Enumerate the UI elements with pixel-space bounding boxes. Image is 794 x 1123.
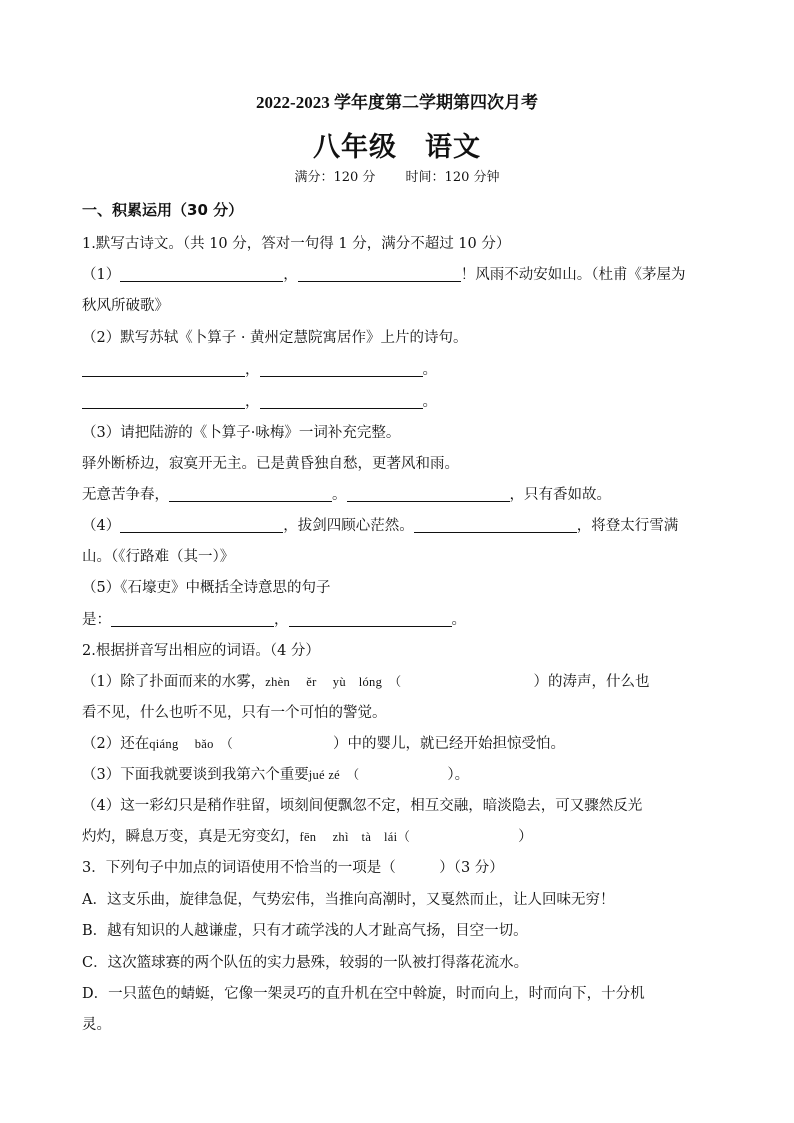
q2-stem: 2.根据拼音写出相应的词语。（4 分） <box>82 643 320 659</box>
answer-blank[interactable] <box>347 485 510 502</box>
q2-item2-text: （2）还在 <box>82 736 150 752</box>
q3-option-d-cont: 灵。 <box>82 1017 111 1033</box>
q1-part4-cont: 山。（《行路难（其一）》 <box>82 549 235 565</box>
exam-info: 满分：120 分 时间：120 分钟 <box>294 170 500 185</box>
pinyin: jué zé （ <box>308 768 360 782</box>
q2-item1-text: ）的涛声，什么也 <box>533 674 650 690</box>
punct: 。 <box>422 362 437 378</box>
q1-part4-label: （4） <box>82 518 121 534</box>
answer-blank[interactable] <box>120 516 283 533</box>
q2-item4-cont <box>82 827 533 847</box>
exam-title: 2022-2023 学年度第二学期第四次月考 <box>256 93 538 112</box>
answer-blank[interactable] <box>82 360 245 377</box>
q2-item1-text: （1）除了扑面而来的水雾， <box>82 674 266 690</box>
q2-item3-text: （3）下面我就要谈到我第六个重要 <box>82 767 309 783</box>
q3-option-c: C．这次篮球赛的两个队伍的实力悬殊，较弱的一队被打得落花流水。 <box>82 955 529 971</box>
q1-stem: 1.默写古诗文。（共 10 分，答对一句得 1 分，满分不超过 10 分） <box>82 236 511 252</box>
answer-blank[interactable] <box>260 392 423 409</box>
poem-text: 无意苦争春， <box>82 487 169 503</box>
q3-option-d: D．一只蓝色的蜻蜓，它像一架灵巧的直升机在空中斡旋，时而向上，时而向下，十分机 <box>82 986 645 1002</box>
q1-part1 <box>82 265 685 285</box>
q2-item3-text: ）。 <box>447 767 470 783</box>
pinyin: qiáng bǎo （ <box>149 737 234 751</box>
q2-item1 <box>82 672 649 692</box>
q2-item2-text: ）中的婴儿，就已经开始担惊受怕。 <box>333 736 566 752</box>
answer-blank[interactable] <box>298 265 461 282</box>
answer-blank[interactable] <box>169 485 332 502</box>
q1-part1-cont: 秋风所破歌》 <box>82 298 169 314</box>
q1-part2-stem: （2）默写苏轼《卜算子 · 黄州定慧院寓居作》上片的诗句。 <box>82 330 468 346</box>
pinyin: fēn zhì tà lái（ <box>299 830 411 844</box>
q2-item4: （4）这一彩幻只是稍作驻留，顷刻间便飘忽不定，相互交融，暗淡隐去，可又骤然反光 <box>82 798 643 814</box>
answer-blank[interactable] <box>82 392 245 409</box>
pinyin: zhèn ěr yù lóng （ <box>265 675 402 689</box>
q1-part1-text: ！风雨不动安如山。（杜甫《茅屋为 <box>460 267 686 283</box>
poem-text: 是： <box>82 612 111 628</box>
answer-blank[interactable] <box>111 610 274 627</box>
q2-item4-text: 灼灼，瞬息万变，真是无穷变幻， <box>82 829 300 845</box>
poem-text: ，拔剑四顾心茫然。 <box>283 518 414 534</box>
q1-part1-label: （1） <box>82 267 121 283</box>
q1-part3-stem: （3）请把陆游的《卜算子·咏梅》一词补充完整。 <box>82 425 401 441</box>
q2-item2 <box>82 734 565 754</box>
q3-option-b: B．越有知识的人越谦虚，只有才疏学浅的人才趾高气扬，目空一切。 <box>82 923 528 939</box>
answer-blank[interactable] <box>414 516 577 533</box>
q1-part2-line1 <box>82 360 437 380</box>
answer-blank[interactable] <box>289 610 452 627</box>
punct: ， <box>245 362 260 378</box>
punct: ， <box>245 394 260 410</box>
answer-blank[interactable] <box>120 265 283 282</box>
punct: ， <box>283 267 298 283</box>
punct: 。 <box>332 487 347 503</box>
q1-part3-line1: 驿外断桥边，寂寞开无主。已是黄昏独自愁，更著风和雨。 <box>82 456 459 472</box>
q2-item4-text: ） <box>518 829 533 845</box>
poem-text: ，将登太行雪满 <box>576 518 679 534</box>
q1-part3-line2 <box>82 485 611 505</box>
q1-part2-line2 <box>82 392 437 412</box>
q2-item3 <box>82 765 469 785</box>
q1-part5-answer <box>82 610 466 630</box>
q1-part4 <box>82 516 678 536</box>
poem-text: ，只有香如故。 <box>509 487 611 503</box>
punct: ， <box>274 612 289 628</box>
answer-blank[interactable] <box>260 360 423 377</box>
q2-item1-cont: 看不见，什么也听不见，只有一个可怕的警觉。 <box>82 705 387 721</box>
q3-option-a: A．这支乐曲，旋律急促，气势宏伟，当推向高潮时，又戛然而止，让人回味无穷！ <box>82 892 615 908</box>
punct: 。 <box>422 394 437 410</box>
q1-part5-stem: （5）《石壕吏》中概括全诗意思的句子 <box>82 580 331 596</box>
punct: 。 <box>451 612 466 628</box>
q3-stem: 3．下列句子中加点的词语使用不恰当的一项是（ ）（3 分） <box>82 860 504 876</box>
section-heading: 一、积累运用（30 分） <box>82 201 244 219</box>
exam-subject: 八年级 语文 <box>313 132 481 163</box>
